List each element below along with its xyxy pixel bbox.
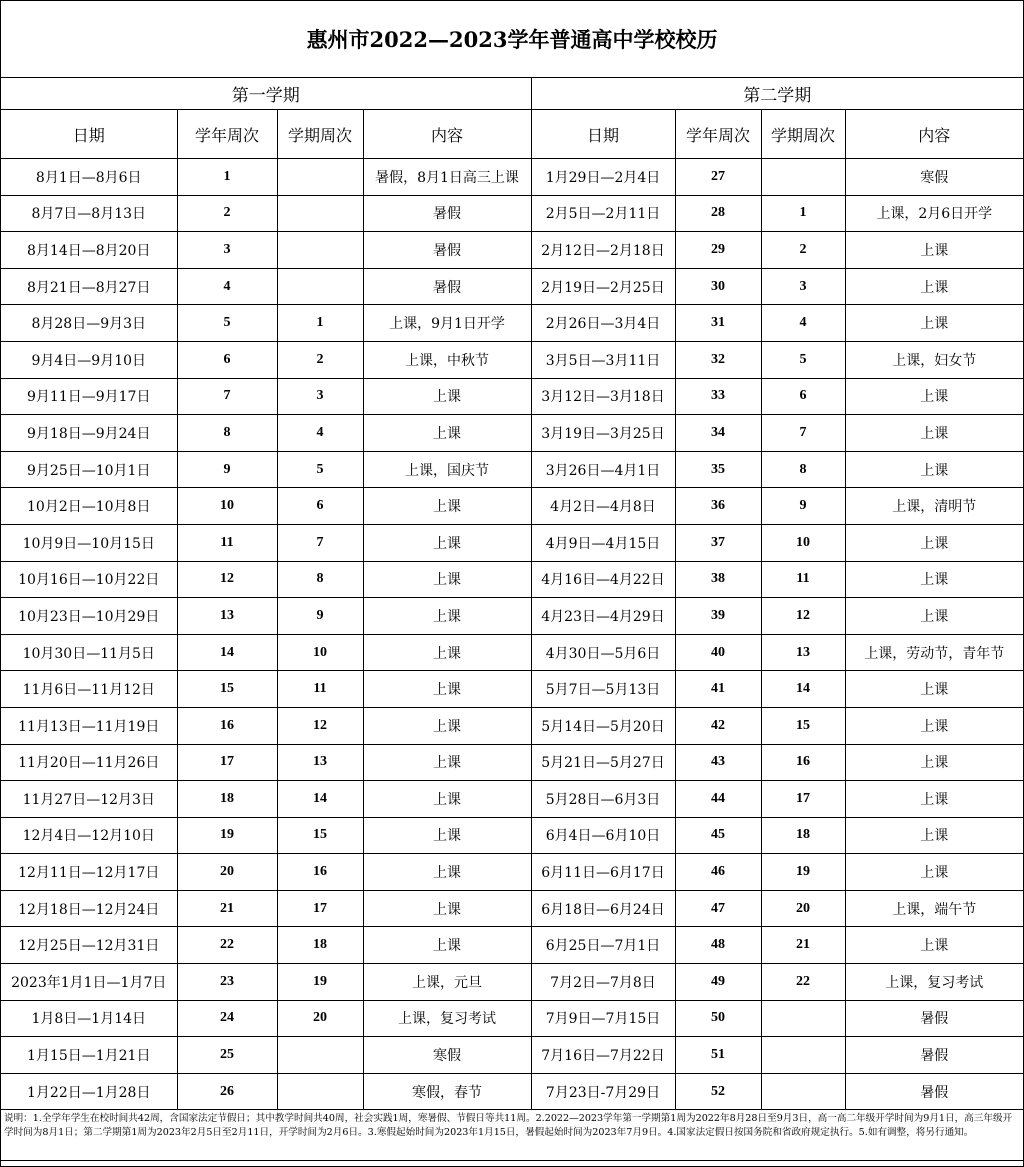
content-cell: 暑假 (845, 1073, 1023, 1110)
term-week-cell (761, 159, 845, 196)
content-cell: 上课 (845, 561, 1023, 598)
content-cell: 上课 (845, 744, 1023, 781)
header-term-week: 学期周次 (277, 110, 363, 159)
content-cell: 上课 (363, 781, 531, 818)
semester-2-header: 第二学期 (531, 78, 1023, 110)
term-week-cell: 10 (277, 634, 363, 671)
header-date: 日期 (1, 110, 177, 159)
year-week-cell: 11 (177, 524, 277, 561)
term-week-cell: 15 (277, 817, 363, 854)
term-week-cell: 8 (277, 561, 363, 598)
term-week-cell: 1 (277, 305, 363, 342)
year-week-cell: 15 (177, 671, 277, 708)
date-cell: 3月12日—3月18日 (531, 378, 675, 415)
header-year-week: 学年周次 (177, 110, 277, 159)
table-row (1, 305, 1023, 342)
year-week-cell: 20 (177, 854, 277, 891)
table-row (1, 488, 1023, 525)
year-week-cell: 18 (177, 781, 277, 818)
date-cell: 4月23日—4月29日 (531, 598, 675, 635)
year-week-cell: 6 (177, 341, 277, 378)
year-week-cell: 46 (675, 854, 761, 891)
content-cell: 上课 (363, 744, 531, 781)
table-row (1, 671, 1023, 708)
table-row (1, 817, 1023, 854)
term-week-cell (761, 1073, 845, 1110)
table-row (1, 524, 1023, 561)
term-week-cell: 4 (761, 305, 845, 342)
content-cell: 上课 (845, 305, 1023, 342)
date-cell: 10月30日—11月5日 (1, 634, 177, 671)
term-week-cell: 1 (761, 195, 845, 232)
content-cell: 上课 (363, 415, 531, 452)
calendar-table (1, 1, 1023, 1161)
table-row (1, 1000, 1023, 1037)
term-week-cell (277, 159, 363, 196)
content-cell: 上课，端午节 (845, 890, 1023, 927)
table-row (1, 781, 1023, 818)
year-week-cell: 26 (177, 1073, 277, 1110)
term-week-cell: 2 (277, 341, 363, 378)
content-cell: 上课 (363, 854, 531, 891)
table-row (1, 561, 1023, 598)
date-cell: 4月16日—4月22日 (531, 561, 675, 598)
content-cell: 上课 (363, 890, 531, 927)
year-week-cell: 30 (675, 268, 761, 305)
year-week-cell: 25 (177, 1037, 277, 1074)
table-row (1, 159, 1023, 196)
year-week-cell: 3 (177, 232, 277, 269)
year-week-cell: 34 (675, 415, 761, 452)
year-week-cell: 44 (675, 781, 761, 818)
content-cell: 暑假 (363, 232, 531, 269)
term-week-cell: 17 (277, 890, 363, 927)
term-week-cell: 18 (761, 817, 845, 854)
date-cell: 7月9日—7月15日 (531, 1000, 675, 1037)
content-cell: 上课，元旦 (363, 964, 531, 1001)
year-week-cell: 36 (675, 488, 761, 525)
year-week-cell: 42 (675, 707, 761, 744)
content-cell: 暑假 (363, 195, 531, 232)
term-week-cell: 11 (277, 671, 363, 708)
date-cell: 8月14日—8月20日 (1, 232, 177, 269)
date-cell: 6月11日—6月17日 (531, 854, 675, 891)
date-cell: 9月18日—9月24日 (1, 415, 177, 452)
year-week-cell: 21 (177, 890, 277, 927)
term-week-cell: 8 (761, 451, 845, 488)
table-row (1, 854, 1023, 891)
term-week-cell: 12 (277, 707, 363, 744)
content-cell: 上课 (363, 488, 531, 525)
term-week-cell: 11 (761, 561, 845, 598)
term-week-cell: 7 (277, 524, 363, 561)
year-week-cell: 8 (177, 415, 277, 452)
term-week-cell: 19 (761, 854, 845, 891)
year-week-cell: 29 (675, 232, 761, 269)
table-row (1, 1037, 1023, 1074)
term-week-cell: 5 (277, 451, 363, 488)
term-week-cell: 15 (761, 707, 845, 744)
year-week-cell: 33 (675, 378, 761, 415)
content-cell: 上课，复习考试 (845, 964, 1023, 1001)
term-week-cell: 4 (277, 415, 363, 452)
year-week-cell: 13 (177, 598, 277, 635)
year-week-cell: 51 (675, 1037, 761, 1074)
date-cell: 8月28日—9月3日 (1, 305, 177, 342)
year-week-cell: 38 (675, 561, 761, 598)
header-term-week: 学期周次 (761, 110, 845, 159)
date-cell: 5月7日—5月13日 (531, 671, 675, 708)
year-week-cell: 14 (177, 634, 277, 671)
content-cell: 上课，劳动节，青年节 (845, 634, 1023, 671)
content-cell: 暑假 (845, 1000, 1023, 1037)
year-week-cell: 5 (177, 305, 277, 342)
content-cell: 上课，复习考试 (363, 1000, 531, 1037)
table-row (1, 744, 1023, 781)
year-week-cell: 39 (675, 598, 761, 635)
semester-1-header: 第一学期 (1, 78, 531, 110)
content-cell: 上课 (845, 598, 1023, 635)
date-cell: 6月18日—6月24日 (531, 890, 675, 927)
footnote: 说明：1.全学年学生在校时间共42周，含国家法定节假日；其中教学时间共40周，社会实践1周，寒暑假、节假日等共11周。2.2022—2023学年第一学期第1周为2022年8月28日至9月3日，高一高二年级开学时间为9月1日，高三年级开学时间为8月1日；第二学期第1周为2023年2月5日至2月11日，开学时间为2月6日。3.寒假起始时间为2023年1月15日，暑假起始时间为2023年7月9日。4.国家法定假日按国务院和省政府规定执行。5.如有调整，将另行通知。 (1, 1110, 1023, 1161)
year-week-cell: 23 (177, 964, 277, 1001)
year-week-cell: 24 (177, 1000, 277, 1037)
content-cell: 上课，2月6日开学 (845, 195, 1023, 232)
term-week-cell: 6 (277, 488, 363, 525)
date-cell: 6月4日—6月10日 (531, 817, 675, 854)
table-row (1, 195, 1023, 232)
content-cell: 上课 (363, 671, 531, 708)
date-cell: 8月21日—8月27日 (1, 268, 177, 305)
date-cell: 3月26日—4月1日 (531, 451, 675, 488)
term-week-cell: 2 (761, 232, 845, 269)
date-cell: 12月18日—12月24日 (1, 890, 177, 927)
term-week-cell: 16 (761, 744, 845, 781)
content-cell: 上课 (845, 268, 1023, 305)
date-cell: 8月1日—8月6日 (1, 159, 177, 196)
table-row (1, 268, 1023, 305)
header-date: 日期 (531, 110, 675, 159)
year-week-cell: 37 (675, 524, 761, 561)
date-cell: 4月30日—5月6日 (531, 634, 675, 671)
date-cell: 7月2日—7月8日 (531, 964, 675, 1001)
year-week-cell: 49 (675, 964, 761, 1001)
term-week-cell (277, 1037, 363, 1074)
page-title: 惠州市2022—2023学年普通高中学校校历 (1, 1, 1023, 78)
term-week-cell: 16 (277, 854, 363, 891)
year-week-cell: 22 (177, 927, 277, 964)
content-cell: 暑假，8月1日高三上课 (363, 159, 531, 196)
content-cell: 上课 (845, 707, 1023, 744)
date-cell: 10月9日—10月15日 (1, 524, 177, 561)
content-cell: 上课 (845, 378, 1023, 415)
term-week-cell: 3 (761, 268, 845, 305)
table-row (1, 598, 1023, 635)
date-cell: 10月2日—10月8日 (1, 488, 177, 525)
content-cell: 上课 (363, 634, 531, 671)
year-week-cell: 4 (177, 268, 277, 305)
content-cell: 上课，国庆节 (363, 451, 531, 488)
table-row (1, 415, 1023, 452)
header-content: 内容 (845, 110, 1023, 159)
table-row (1, 890, 1023, 927)
term-week-cell: 13 (761, 634, 845, 671)
date-cell: 11月20日—11月26日 (1, 744, 177, 781)
date-cell: 6月25日—7月1日 (531, 927, 675, 964)
date-cell: 9月11日—9月17日 (1, 378, 177, 415)
content-cell: 上课 (845, 232, 1023, 269)
term-week-cell: 5 (761, 341, 845, 378)
year-week-cell: 19 (177, 817, 277, 854)
date-cell: 11月6日—11月12日 (1, 671, 177, 708)
term-week-cell: 10 (761, 524, 845, 561)
term-week-cell: 14 (761, 671, 845, 708)
date-cell: 10月23日—10月29日 (1, 598, 177, 635)
date-cell: 5月21日—5月27日 (531, 744, 675, 781)
term-week-cell (277, 268, 363, 305)
year-week-cell: 16 (177, 707, 277, 744)
date-cell: 2023年1月1日—1月7日 (1, 964, 177, 1001)
date-cell: 10月16日—10月22日 (1, 561, 177, 598)
term-week-cell: 13 (277, 744, 363, 781)
year-week-cell: 35 (675, 451, 761, 488)
content-cell: 上课，妇女节 (845, 341, 1023, 378)
date-cell: 12月4日—12月10日 (1, 817, 177, 854)
term-week-cell (277, 1073, 363, 1110)
date-cell: 7月23日-7月29日 (531, 1073, 675, 1110)
header-year-week: 学年周次 (675, 110, 761, 159)
term-week-cell: 7 (761, 415, 845, 452)
date-cell: 5月28日—6月3日 (531, 781, 675, 818)
date-cell: 2月12日—2月18日 (531, 232, 675, 269)
term-week-cell: 12 (761, 598, 845, 635)
year-week-cell: 7 (177, 378, 277, 415)
date-cell: 2月19日—2月25日 (531, 268, 675, 305)
term-week-cell: 14 (277, 781, 363, 818)
content-cell: 上课 (363, 598, 531, 635)
date-cell: 1月8日—1月14日 (1, 1000, 177, 1037)
content-cell: 上课 (845, 415, 1023, 452)
year-week-cell: 10 (177, 488, 277, 525)
year-week-cell: 41 (675, 671, 761, 708)
date-cell: 2月26日—3月4日 (531, 305, 675, 342)
date-cell: 11月13日—11月19日 (1, 707, 177, 744)
year-week-cell: 43 (675, 744, 761, 781)
date-cell: 2月5日—2月11日 (531, 195, 675, 232)
year-week-cell: 9 (177, 451, 277, 488)
content-cell: 上课 (845, 524, 1023, 561)
year-week-cell: 31 (675, 305, 761, 342)
term-week-cell: 9 (761, 488, 845, 525)
content-cell: 上课 (845, 854, 1023, 891)
date-cell: 8月7日—8月13日 (1, 195, 177, 232)
year-week-cell: 50 (675, 1000, 761, 1037)
content-cell: 上课，清明节 (845, 488, 1023, 525)
date-cell: 3月5日—3月11日 (531, 341, 675, 378)
table-row (1, 341, 1023, 378)
year-week-cell: 48 (675, 927, 761, 964)
content-cell: 上课 (363, 524, 531, 561)
year-week-cell: 32 (675, 341, 761, 378)
term-week-cell: 19 (277, 964, 363, 1001)
year-week-cell: 17 (177, 744, 277, 781)
content-cell: 寒假 (845, 159, 1023, 196)
term-week-cell (761, 1000, 845, 1037)
term-week-cell: 20 (761, 890, 845, 927)
year-week-cell: 12 (177, 561, 277, 598)
date-cell: 7月16日—7月22日 (531, 1037, 675, 1074)
date-cell: 4月9日—4月15日 (531, 524, 675, 561)
date-cell: 3月19日—3月25日 (531, 415, 675, 452)
year-week-cell: 28 (675, 195, 761, 232)
table-row (1, 232, 1023, 269)
table-row (1, 707, 1023, 744)
date-cell: 12月11日—12月17日 (1, 854, 177, 891)
term-week-cell: 22 (761, 964, 845, 1001)
year-week-cell: 27 (675, 159, 761, 196)
term-week-cell: 18 (277, 927, 363, 964)
table-row (1, 927, 1023, 964)
term-week-cell: 3 (277, 378, 363, 415)
content-cell: 暑假 (363, 268, 531, 305)
date-cell: 1月22日—1月28日 (1, 1073, 177, 1110)
date-cell: 1月29日—2月4日 (531, 159, 675, 196)
content-cell: 寒假，春节 (363, 1073, 531, 1110)
year-week-cell: 40 (675, 634, 761, 671)
term-week-cell: 20 (277, 1000, 363, 1037)
term-week-cell (277, 232, 363, 269)
content-cell: 上课 (363, 927, 531, 964)
date-cell: 4月2日—4月8日 (531, 488, 675, 525)
content-cell: 寒假 (363, 1037, 531, 1074)
term-week-cell (761, 1037, 845, 1074)
date-cell: 12月25日—12月31日 (1, 927, 177, 964)
term-week-cell: 6 (761, 378, 845, 415)
table-row (1, 964, 1023, 1001)
year-week-cell: 52 (675, 1073, 761, 1110)
content-cell: 上课 (363, 707, 531, 744)
content-cell: 上课，9月1日开学 (363, 305, 531, 342)
year-week-cell: 2 (177, 195, 277, 232)
content-cell: 暑假 (845, 1037, 1023, 1074)
term-week-cell (277, 195, 363, 232)
header-content: 内容 (363, 110, 531, 159)
content-cell: 上课，中秋节 (363, 341, 531, 378)
year-week-cell: 47 (675, 890, 761, 927)
date-cell: 5月14日—5月20日 (531, 707, 675, 744)
date-cell: 11月27日—12月3日 (1, 781, 177, 818)
table-row (1, 1073, 1023, 1110)
date-cell: 9月4日—9月10日 (1, 341, 177, 378)
content-cell: 上课 (845, 781, 1023, 818)
table-row (1, 451, 1023, 488)
table-row (1, 378, 1023, 415)
date-cell: 1月15日—1月21日 (1, 1037, 177, 1074)
content-cell: 上课 (845, 927, 1023, 964)
term-week-cell: 17 (761, 781, 845, 818)
content-cell: 上课 (845, 451, 1023, 488)
content-cell: 上课 (845, 817, 1023, 854)
year-week-cell: 1 (177, 159, 277, 196)
content-cell: 上课 (363, 378, 531, 415)
year-week-cell: 45 (675, 817, 761, 854)
term-week-cell: 9 (277, 598, 363, 635)
date-cell: 9月25日—10月1日 (1, 451, 177, 488)
content-cell: 上课 (845, 671, 1023, 708)
content-cell: 上课 (363, 817, 531, 854)
table-row (1, 634, 1023, 671)
content-cell: 上课 (363, 561, 531, 598)
term-week-cell: 21 (761, 927, 845, 964)
